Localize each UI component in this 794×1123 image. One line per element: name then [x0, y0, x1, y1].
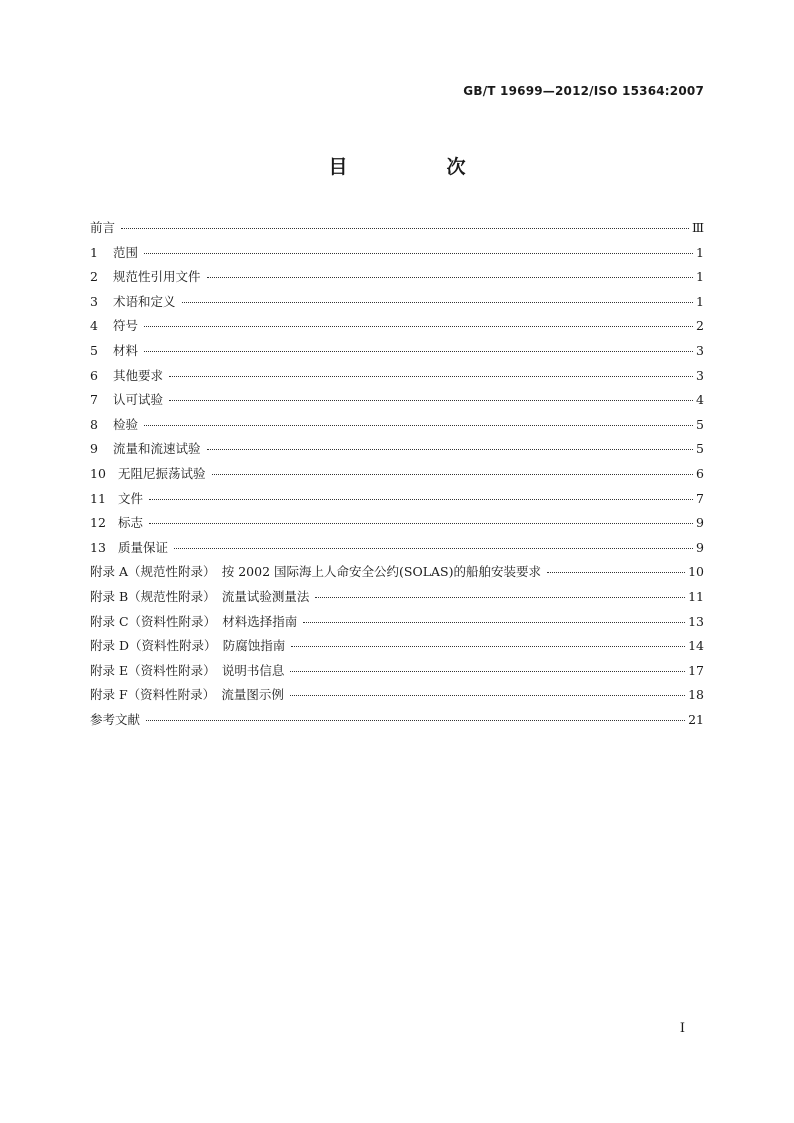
toc-leader-dots — [212, 474, 693, 475]
toc-entry-title: 附录 C（资料性附录） 材料选择指南 — [90, 613, 298, 629]
toc-entry-title: 附录 D（资料性附录） 防腐蚀指南 — [90, 638, 286, 654]
toc-entry-page: 9 — [696, 539, 704, 555]
toc-entry-page: 11 — [688, 588, 704, 604]
toc-leader-dots — [144, 425, 693, 426]
toc-entry-page: 2 — [696, 318, 704, 334]
toc-leader-dots — [149, 523, 693, 524]
toc-leader-dots — [144, 253, 693, 254]
toc-entry-title: 文件 — [118, 490, 144, 506]
toc-entry-title: 认可试验 — [113, 392, 164, 408]
toc-entry[interactable] — [90, 241, 704, 266]
toc-entry-number: 8 — [90, 416, 98, 432]
toc-entry-number: 9 — [90, 441, 98, 457]
toc-entry-title: 附录 B（规范性附录） 流量试验测量法 — [90, 588, 310, 604]
toc-leader-dots — [303, 622, 685, 623]
toc-leader-dots — [146, 720, 685, 721]
toc-entry-title: 检验 — [113, 416, 139, 432]
toc-entry-title: 质量保证 — [118, 539, 169, 555]
toc-entry-number: 2 — [90, 269, 98, 285]
toc-entry-page: 10 — [688, 564, 704, 580]
toc-entry-page: 5 — [696, 416, 704, 432]
toc-leader-dots — [144, 326, 693, 327]
toc-entry-title: 附录 F（资料性附录） 流量图示例 — [90, 687, 284, 703]
toc-entry-title: 标志 — [118, 515, 144, 531]
toc-entry-page: 3 — [696, 367, 704, 383]
toc-entry[interactable] — [90, 339, 704, 364]
toc-entry[interactable] — [90, 265, 704, 290]
page-title: 目 次 — [328, 156, 506, 178]
toc-entry-page: 6 — [696, 465, 704, 481]
toc-entry[interactable] — [90, 388, 704, 413]
toc-leader-dots — [149, 499, 693, 500]
toc-entry[interactable] — [90, 560, 704, 585]
toc-entry[interactable] — [90, 610, 704, 635]
toc-entry[interactable] — [90, 290, 704, 315]
toc-entry-title: 附录 A（规范性附录） 按 2002 国际海上人命安全公约(SOLAS)的船舶安装要求 — [90, 564, 541, 580]
toc-entry-page: 1 — [696, 269, 704, 285]
toc-entry-page: 1 — [696, 244, 704, 260]
toc-entry-title: 参考文献 — [90, 711, 141, 727]
standard-number: GB/T 19699—2012/ISO 15364:2007 — [463, 84, 704, 98]
toc-entry-page: 7 — [696, 490, 704, 506]
toc-entry[interactable] — [90, 659, 704, 684]
toc-leader-dots — [144, 351, 693, 352]
toc-entry-page: 1 — [696, 293, 704, 309]
toc-entry[interactable] — [90, 511, 704, 536]
toc-entry-number: 4 — [90, 318, 98, 334]
toc-leader-dots — [547, 572, 685, 573]
toc-entry[interactable] — [90, 413, 704, 438]
toc-entry-page: 5 — [696, 441, 704, 457]
toc-entry-title: 术语和定义 — [113, 293, 176, 309]
toc-leader-dots — [291, 646, 685, 647]
toc-entry[interactable] — [90, 683, 704, 708]
toc-entry-page: 3 — [696, 342, 704, 358]
toc-entry[interactable] — [90, 536, 704, 561]
toc-entry-number: 1 — [90, 244, 98, 260]
toc-leader-dots — [290, 671, 685, 672]
toc-leader-dots — [169, 400, 693, 401]
toc-entry-number: 12 — [90, 515, 106, 531]
toc-entry-number: 5 — [90, 342, 98, 358]
toc-entry[interactable] — [90, 462, 704, 487]
toc-entry-title: 无阻尼振荡试验 — [118, 465, 206, 481]
toc-entry[interactable] — [90, 314, 704, 339]
toc-entry-title: 前言 — [90, 220, 116, 235]
toc-entry-number: 6 — [90, 367, 98, 383]
table-of-contents — [90, 216, 704, 732]
toc-entry-number: 7 — [90, 392, 98, 408]
toc-entry-page: 18 — [688, 687, 704, 703]
toc-leader-dots — [182, 302, 693, 303]
toc-entry[interactable] — [90, 487, 704, 512]
toc-entry[interactable] — [90, 216, 704, 241]
toc-leader-dots — [121, 228, 689, 229]
toc-leader-dots — [174, 548, 693, 549]
toc-entry-page: 13 — [688, 613, 704, 629]
toc-entry-number: 11 — [90, 490, 106, 506]
toc-entry-number: 13 — [90, 539, 106, 555]
toc-entry-number: 3 — [90, 293, 98, 309]
toc-entry[interactable] — [90, 437, 704, 462]
toc-entry-title: 符号 — [113, 318, 139, 334]
toc-entry[interactable] — [90, 708, 704, 733]
toc-entry-page: 9 — [696, 515, 704, 531]
toc-entry-number: 10 — [90, 465, 106, 481]
toc-entry-page: 4 — [696, 392, 704, 408]
toc-entry[interactable] — [90, 585, 704, 610]
toc-entry-page: Ⅲ — [691, 220, 704, 235]
toc-leader-dots — [169, 376, 693, 377]
page-number: I — [679, 1021, 685, 1036]
toc-entry-title: 材料 — [113, 342, 139, 358]
toc-leader-dots — [207, 449, 693, 450]
toc-entry-title: 附录 E（资料性附录） 说明书信息 — [90, 662, 285, 678]
toc-entry-title: 其他要求 — [113, 367, 164, 383]
toc-entry-page: 21 — [688, 711, 704, 727]
toc-entry-title: 规范性引用文件 — [113, 269, 201, 285]
toc-entry-title: 范围 — [113, 244, 139, 260]
toc-leader-dots — [207, 277, 693, 278]
toc-leader-dots — [315, 597, 685, 598]
toc-leader-dots — [290, 695, 685, 696]
toc-entry-page: 17 — [688, 662, 704, 678]
toc-entry-title: 流量和流速试验 — [113, 441, 201, 457]
toc-entry[interactable] — [90, 634, 704, 659]
toc-entry[interactable] — [90, 364, 704, 389]
toc-entry-page: 14 — [688, 638, 704, 654]
